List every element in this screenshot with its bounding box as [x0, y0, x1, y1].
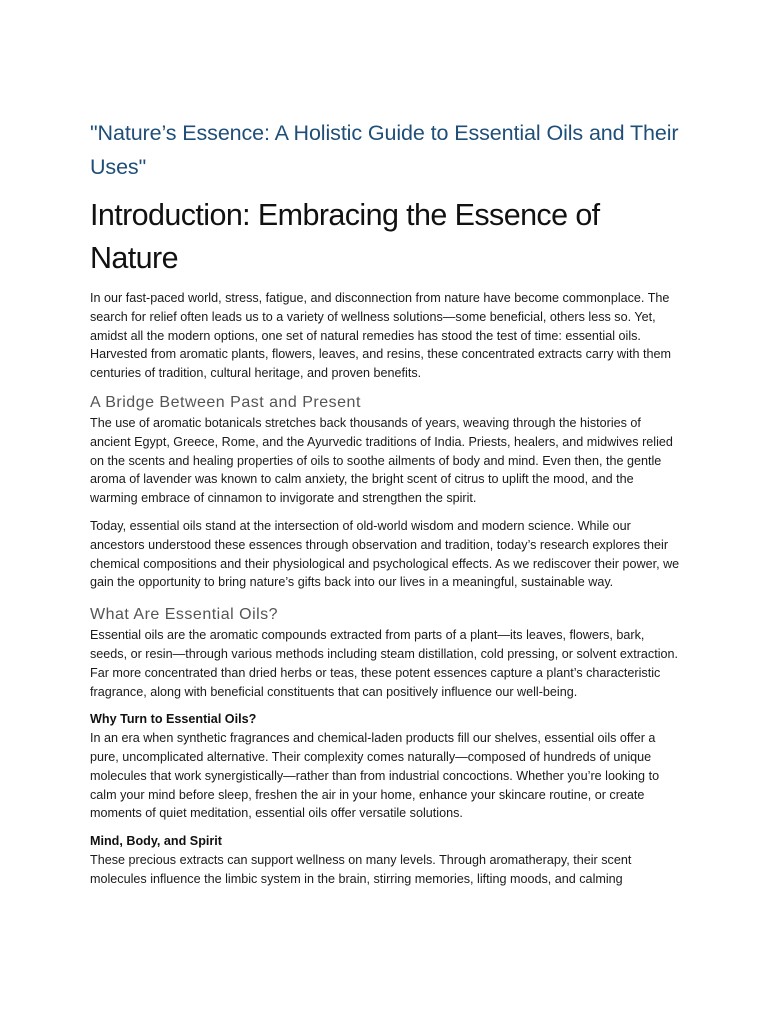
document-title: "Nature’s Essence: A Holistic Guide to Essential Oils and Their Uses" [90, 121, 679, 179]
intro-paragraph: In our fast-paced world, stress, fatigue, and disconnection from nature have become commonplace. The search for relief often leads us to a variety of wellness solutions—some beneficial, others less so. Yet, amidst all the modern options, one set of natural remedies has stood the test of time: essential oils. Harvested from aromatic plants, flowers, leaves, and resins, these concentrated extracts carry with them centuries of tradition, cultural heritage, and proven benefits. [90, 291, 671, 381]
section-heading-what-are-oils: What Are Essential Oils? [90, 606, 279, 624]
bridge-paragraph-2: Today, essential oils stand at the intersection of old-world wisdom and modern science. While our ancestors understood these essences through observation and tradition, today’s research explores their chemical compositions and their physiological and psychological effects. As we rediscover their power, we gain the opportunity to bring nature’s gifts back into our lives in a meaningful, sustainable way. [90, 518, 680, 590]
section-heading-bridge: A Bridge Between Past and Present [90, 393, 361, 411]
document-page [90, 116, 682, 889]
why-turn-paragraph: In an era when synthetic fragrances and chemical-laden products fill our shelves, essential oils offer a pure, uncomplicated alternative. Their complexity comes naturally—composed of hundreds of unique molecules that work synergistically—rather than from industrial concoctions. Whether you’re looking to calm your mind before sleep, freshen the air in your home, enhance your skincare routine, or create moments of quiet meditation, essential oils offer versatile solutions. [90, 731, 660, 821]
mind-body-spirit-paragraph: These precious extracts can support wellness on many levels. Through aromatherapy, their scent molecules influence the limbic system in the brain, stirring memories, lifting moods, and calming [90, 852, 632, 886]
what-are-oils-paragraph: Essential oils are the aromatic compounds extracted from parts of a plant—its leaves, flowers, bark, seeds, or resin—through various methods including steam distillation, cold pressing, or solvent extraction. Far more concentrated than dried herbs or teas, these potent essences capture a plant’s characteristic fragrance, along with beneficial constituents that can positively influence our well-being. [90, 628, 679, 699]
bridge-paragraph-1: The use of aromatic botanicals stretches back thousands of years, weaving through the histories of ancient Egypt, Greece, Rome, and the Ayurvedic traditions of India. Priests, healers, and midwives relied on the scents and healing properties of oils to soothe ailments of body and mind. Even then, the gentle aroma of lavender was known to calm anxiety, the bright scent of citrus to uplift the mood, and the warming embrace of cinnamon to invigorate and strengthen the spirit. [90, 415, 673, 506]
subsection-heading-mind-body-spirit: Mind, Body, and Spirit [90, 834, 222, 849]
introduction-heading: Introduction: Embracing the Essence of Nature [90, 198, 600, 275]
subsection-heading-why-turn: Why Turn to Essential Oils? [90, 712, 257, 727]
